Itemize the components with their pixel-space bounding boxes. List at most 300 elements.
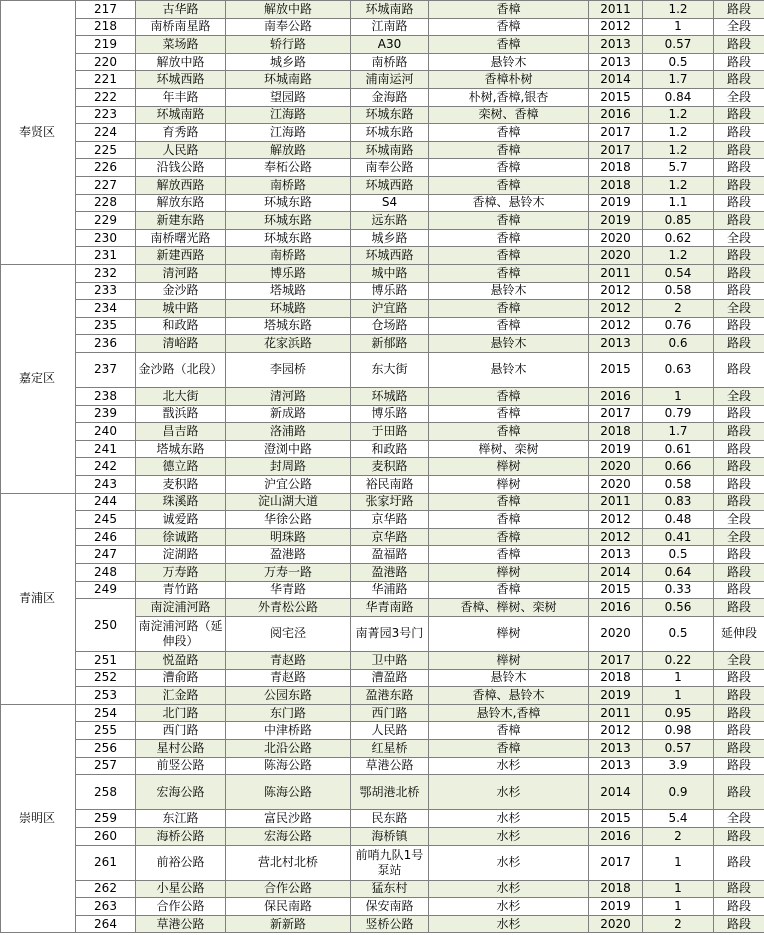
year: 2015 [589, 88, 643, 106]
segment-type: 路段 [714, 264, 764, 282]
table-row [1, 352, 764, 387]
tree-species: 香樟 [429, 247, 589, 265]
district-section [1, 264, 764, 493]
district-cell: 奉贤区 [1, 1, 76, 265]
road-name: 草港公路 [136, 915, 226, 933]
length: 0.83 [643, 493, 714, 511]
end-point: 海桥镇 [351, 827, 429, 845]
length: 2 [643, 915, 714, 933]
length: 0.48 [643, 511, 714, 529]
start-point: 青赵路 [226, 669, 351, 687]
end-point: 麦积路 [351, 458, 429, 476]
road-name: 诚爱路 [136, 511, 226, 529]
segment-type: 全段 [714, 88, 764, 106]
length: 0.58 [643, 282, 714, 300]
tree-species: 香樟 [429, 493, 589, 511]
road-name: 解放东路 [136, 194, 226, 212]
end-point: 环城东路 [351, 106, 429, 124]
road-name: 北大街 [136, 388, 226, 406]
row-number: 255 [76, 722, 136, 740]
length: 0.41 [643, 528, 714, 546]
end-point: 南桥路 [351, 53, 429, 71]
end-point: 人民路 [351, 722, 429, 740]
start-point: 陈海公路 [226, 757, 351, 775]
road-name: 宏海公路 [136, 775, 226, 810]
start-point: 南桥路 [226, 247, 351, 265]
length: 0.5 [643, 546, 714, 564]
road-name: 珠溪路 [136, 493, 226, 511]
row-number: 240 [76, 423, 136, 441]
table-row [1, 212, 764, 230]
table-row [1, 511, 764, 529]
road-name: 和政路 [136, 317, 226, 335]
road-name: 清峪路 [136, 335, 226, 353]
segment-type: 全段 [714, 511, 764, 529]
tree-species: 悬铃木 [429, 352, 589, 387]
year: 2016 [589, 599, 643, 617]
segment-type: 路段 [714, 739, 764, 757]
length: 0.66 [643, 458, 714, 476]
end-point: 华青南路 [351, 599, 429, 617]
length: 1 [643, 845, 714, 880]
end-point: 卫中路 [351, 651, 429, 669]
length: 2 [643, 300, 714, 318]
year: 2015 [589, 810, 643, 828]
road-name: 年丰路 [136, 88, 226, 106]
tree-species: 水杉 [429, 757, 589, 775]
year: 2020 [589, 458, 643, 476]
table-row [1, 176, 764, 194]
year: 2019 [589, 687, 643, 705]
road-name: 悦盈路 [136, 651, 226, 669]
table-row [1, 18, 764, 36]
tree-species: 水杉 [429, 845, 589, 880]
row-number: 218 [76, 18, 136, 36]
length: 2 [643, 827, 714, 845]
row-number: 263 [76, 898, 136, 916]
row-number: 219 [76, 36, 136, 54]
row-number: 246 [76, 528, 136, 546]
year: 2014 [589, 775, 643, 810]
year: 2019 [589, 898, 643, 916]
row-number: 236 [76, 335, 136, 353]
tree-species: 香樟朴树 [429, 71, 589, 89]
end-point: 于田路 [351, 423, 429, 441]
end-point: 鄂胡港北桥 [351, 775, 429, 810]
year: 2012 [589, 511, 643, 529]
table-row [1, 476, 764, 494]
segment-type: 路段 [714, 476, 764, 494]
start-point: 青赵路 [226, 651, 351, 669]
start-point: 新新路 [226, 915, 351, 933]
year: 2017 [589, 845, 643, 880]
end-point: 沪宜路 [351, 300, 429, 318]
table-row [1, 335, 764, 353]
segment-type: 路段 [714, 36, 764, 54]
start-point: 富民沙路 [226, 810, 351, 828]
table-row [1, 810, 764, 828]
tree-species: 水杉 [429, 775, 589, 810]
start-point: 南桥路 [226, 176, 351, 194]
length: 1 [643, 388, 714, 406]
road-name: 城中路 [136, 300, 226, 318]
tree-species: 朴树,香樟,银杏 [429, 88, 589, 106]
tree-species: 香樟 [429, 722, 589, 740]
start-point: 江海路 [226, 106, 351, 124]
length: 0.62 [643, 229, 714, 247]
end-point: 环城东路 [351, 124, 429, 142]
length: 1.1 [643, 194, 714, 212]
table-row [1, 669, 764, 687]
year: 2015 [589, 352, 643, 387]
length: 0.58 [643, 476, 714, 494]
end-point: A30 [351, 36, 429, 54]
year: 2017 [589, 405, 643, 423]
start-point: 封周路 [226, 458, 351, 476]
end-point: 猛东村 [351, 880, 429, 898]
table-row [1, 300, 764, 318]
start-point: 解放路 [226, 141, 351, 159]
length: 0.84 [643, 88, 714, 106]
length: 0.54 [643, 264, 714, 282]
tree-species: 香樟 [429, 1, 589, 19]
start-point: 城乡路 [226, 53, 351, 71]
segment-type: 路段 [714, 194, 764, 212]
length: 0.63 [643, 352, 714, 387]
year: 2018 [589, 159, 643, 177]
year: 2014 [589, 564, 643, 582]
length: 0.98 [643, 722, 714, 740]
segment-type: 路段 [714, 423, 764, 441]
length: 0.33 [643, 581, 714, 599]
start-point: 清河路 [226, 388, 351, 406]
tree-species: 香樟、悬铃木 [429, 687, 589, 705]
segment-type: 延伸段 [714, 616, 764, 651]
segment-type: 路段 [714, 159, 764, 177]
district-section [1, 704, 764, 933]
end-point: 江南路 [351, 18, 429, 36]
length: 0.95 [643, 704, 714, 722]
segment-type: 路段 [714, 141, 764, 159]
segment-type: 路段 [714, 669, 764, 687]
table-row [1, 88, 764, 106]
end-point: 盈港东路 [351, 687, 429, 705]
road-name: 解放西路 [136, 176, 226, 194]
end-point: 华浦路 [351, 581, 429, 599]
start-point: 环城东路 [226, 229, 351, 247]
table-row [1, 317, 764, 335]
table-row [1, 282, 764, 300]
year: 2016 [589, 827, 643, 845]
row-number: 227 [76, 176, 136, 194]
tree-species: 香樟 [429, 528, 589, 546]
row-number: 245 [76, 511, 136, 529]
table-row [1, 546, 764, 564]
start-point: 保民南路 [226, 898, 351, 916]
year: 2011 [589, 1, 643, 19]
table-row [1, 915, 764, 933]
start-point: 澄浏中路 [226, 440, 351, 458]
table-row [1, 898, 764, 916]
road-name: 育秀路 [136, 124, 226, 142]
end-point: 环城西路 [351, 176, 429, 194]
row-number: 250 [76, 599, 136, 652]
road-name: 人民路 [136, 141, 226, 159]
tree-species: 香樟 [429, 300, 589, 318]
tree-species: 香樟 [429, 212, 589, 230]
tree-species: 香樟 [429, 141, 589, 159]
row-number: 242 [76, 458, 136, 476]
length: 0.64 [643, 564, 714, 582]
table-row [1, 775, 764, 810]
end-point: 南菁园3号门 [351, 616, 429, 651]
end-point: 竖桥公路 [351, 915, 429, 933]
start-point: 环城东路 [226, 212, 351, 230]
table-row [1, 704, 764, 722]
year: 2018 [589, 669, 643, 687]
table-row [1, 722, 764, 740]
row-number: 237 [76, 352, 136, 387]
road-name: 小星公路 [136, 880, 226, 898]
tree-species: 悬铃木,香樟 [429, 704, 589, 722]
road-name: 淀湖路 [136, 546, 226, 564]
year: 2020 [589, 616, 643, 651]
tree-species: 榉树、栾树 [429, 440, 589, 458]
end-point: 盈港路 [351, 564, 429, 582]
row-number: 257 [76, 757, 136, 775]
length: 0.61 [643, 440, 714, 458]
tree-species: 悬铃木 [429, 53, 589, 71]
table-row [1, 36, 764, 54]
row-number: 258 [76, 775, 136, 810]
tree-species: 香樟 [429, 388, 589, 406]
tree-species: 香樟 [429, 18, 589, 36]
table-row [1, 229, 764, 247]
row-number: 229 [76, 212, 136, 230]
district-cell: 崇明区 [1, 704, 76, 933]
row-number: 264 [76, 915, 136, 933]
road-name: 徐诚路 [136, 528, 226, 546]
row-number: 239 [76, 405, 136, 423]
road-name: 北门路 [136, 704, 226, 722]
year: 2012 [589, 282, 643, 300]
year: 2020 [589, 229, 643, 247]
year: 2017 [589, 651, 643, 669]
table-row [1, 71, 764, 89]
district-cell: 嘉定区 [1, 264, 76, 493]
year: 2012 [589, 300, 643, 318]
road-name: 环城西路 [136, 71, 226, 89]
tree-species: 香樟、榉树、栾树 [429, 599, 589, 617]
length: 1.7 [643, 71, 714, 89]
row-number: 234 [76, 300, 136, 318]
segment-type: 路段 [714, 775, 764, 810]
start-point: 环城南路 [226, 71, 351, 89]
start-point: 北沿公路 [226, 739, 351, 757]
year: 2020 [589, 476, 643, 494]
row-number: 221 [76, 71, 136, 89]
road-name: 青竹路 [136, 581, 226, 599]
start-point: 中津桥路 [226, 722, 351, 740]
road-name: 漕俞路 [136, 669, 226, 687]
year: 2013 [589, 739, 643, 757]
tree-species: 香樟 [429, 581, 589, 599]
start-point: 盈港路 [226, 546, 351, 564]
start-point: 博乐路 [226, 264, 351, 282]
row-number: 232 [76, 264, 136, 282]
tree-species: 香樟 [429, 159, 589, 177]
tree-species: 悬铃木 [429, 335, 589, 353]
length: 0.79 [643, 405, 714, 423]
segment-type: 全段 [714, 300, 764, 318]
segment-type: 路段 [714, 440, 764, 458]
table-row [1, 739, 764, 757]
length: 1 [643, 669, 714, 687]
length: 0.76 [643, 317, 714, 335]
road-name: 金沙路 [136, 282, 226, 300]
road-name: 戬浜路 [136, 405, 226, 423]
row-number: 259 [76, 810, 136, 828]
length: 1 [643, 880, 714, 898]
year: 2012 [589, 317, 643, 335]
start-point: 宏海公路 [226, 827, 351, 845]
row-number: 243 [76, 476, 136, 494]
end-point: 环城南路 [351, 1, 429, 19]
start-point: 合作公路 [226, 880, 351, 898]
start-point: 李园桥 [226, 352, 351, 387]
end-point: 裕民南路 [351, 476, 429, 494]
road-name: 南淀浦河路 [136, 599, 226, 617]
row-number: 256 [76, 739, 136, 757]
year: 2019 [589, 212, 643, 230]
start-point: 华青路 [226, 581, 351, 599]
start-point: 新成路 [226, 405, 351, 423]
start-point: 外青松公路 [226, 599, 351, 617]
length: 1 [643, 18, 714, 36]
row-number: 225 [76, 141, 136, 159]
segment-type: 路段 [714, 458, 764, 476]
district-section [1, 1, 764, 265]
road-name: 沿钱公路 [136, 159, 226, 177]
start-point: 南奉公路 [226, 18, 351, 36]
road-name: 古华路 [136, 1, 226, 19]
row-number: 260 [76, 827, 136, 845]
year: 2016 [589, 388, 643, 406]
end-point: 博乐路 [351, 405, 429, 423]
table-row [1, 106, 764, 124]
tree-species: 榉树 [429, 651, 589, 669]
year: 2019 [589, 440, 643, 458]
segment-type: 路段 [714, 247, 764, 265]
segment-type: 路段 [714, 405, 764, 423]
row-number: 220 [76, 53, 136, 71]
segment-type: 全段 [714, 651, 764, 669]
length: 0.56 [643, 599, 714, 617]
table-row [1, 880, 764, 898]
start-point: 明珠路 [226, 528, 351, 546]
length: 3.9 [643, 757, 714, 775]
year: 2013 [589, 546, 643, 564]
road-name: 环城南路 [136, 106, 226, 124]
table-row [1, 827, 764, 845]
road-name: 新建东路 [136, 212, 226, 230]
end-point: 城乡路 [351, 229, 429, 247]
road-name: 昌吉路 [136, 423, 226, 441]
road-name: 南淀浦河路（延伸段） [136, 616, 226, 651]
row-number: 233 [76, 282, 136, 300]
year: 2018 [589, 423, 643, 441]
end-point: 红星桥 [351, 739, 429, 757]
table-row [1, 493, 764, 511]
length: 0.57 [643, 739, 714, 757]
end-point: S4 [351, 194, 429, 212]
tree-species: 香樟 [429, 739, 589, 757]
row-number: 252 [76, 669, 136, 687]
start-point: 江海路 [226, 124, 351, 142]
table-row [1, 581, 764, 599]
segment-type: 路段 [714, 493, 764, 511]
start-point: 塔城路 [226, 282, 351, 300]
table-row [1, 564, 764, 582]
row-number: 231 [76, 247, 136, 265]
length: 0.22 [643, 651, 714, 669]
road-name: 菜场路 [136, 36, 226, 54]
segment-type: 路段 [714, 757, 764, 775]
start-point: 解放中路 [226, 1, 351, 19]
end-point: 金海路 [351, 88, 429, 106]
table-row [1, 388, 764, 406]
segment-type: 路段 [714, 687, 764, 705]
length: 1.7 [643, 423, 714, 441]
year: 2015 [589, 581, 643, 599]
end-point: 环城西路 [351, 247, 429, 265]
tree-species: 悬铃木 [429, 282, 589, 300]
table-row [1, 651, 764, 669]
tree-species: 香樟 [429, 124, 589, 142]
table-row [1, 194, 764, 212]
year: 2012 [589, 722, 643, 740]
road-name: 清河路 [136, 264, 226, 282]
row-number: 253 [76, 687, 136, 705]
length: 0.6 [643, 335, 714, 353]
segment-type: 全段 [714, 388, 764, 406]
end-point: 草港公路 [351, 757, 429, 775]
length: 0.9 [643, 775, 714, 810]
end-point: 保安南路 [351, 898, 429, 916]
year: 2018 [589, 880, 643, 898]
end-point: 环城路 [351, 388, 429, 406]
row-number: 238 [76, 388, 136, 406]
row-number: 230 [76, 229, 136, 247]
table-row [1, 1, 764, 19]
segment-type: 全段 [714, 528, 764, 546]
segment-type: 全段 [714, 810, 764, 828]
end-point: 城中路 [351, 264, 429, 282]
road-name: 星村公路 [136, 739, 226, 757]
row-number: 262 [76, 880, 136, 898]
row-number: 249 [76, 581, 136, 599]
segment-type: 全段 [714, 229, 764, 247]
year: 2013 [589, 36, 643, 54]
segment-type: 路段 [714, 722, 764, 740]
end-point: 前哨九队1号泵站 [351, 845, 429, 880]
year: 2011 [589, 704, 643, 722]
length: 1.2 [643, 1, 714, 19]
start-point: 洛浦路 [226, 423, 351, 441]
road-name: 南桥南星路 [136, 18, 226, 36]
row-number: 235 [76, 317, 136, 335]
tree-species: 水杉 [429, 827, 589, 845]
